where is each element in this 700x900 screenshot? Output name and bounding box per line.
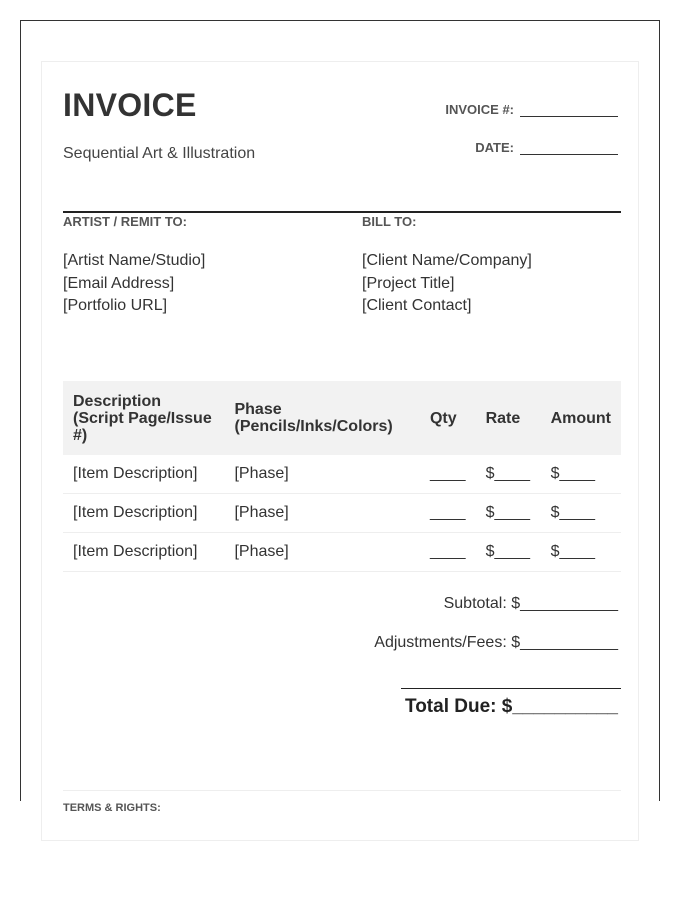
- date-field[interactable]: [475, 140, 618, 155]
- artist-name: [Artist Name/Studio]: [63, 252, 206, 269]
- subtotal-field[interactable]: Subtotal: $___________: [443, 595, 618, 612]
- client-contact: [Client Contact]: [362, 297, 472, 314]
- item-description[interactable]: [Item Description]: [63, 533, 224, 572]
- item-amount[interactable]: $____: [541, 533, 621, 572]
- invoice-number-field[interactable]: [445, 102, 618, 117]
- client-name: [Client Name/Company]: [362, 252, 532, 269]
- artist-email: [Email Address]: [63, 274, 175, 292]
- item-rate[interactable]: $____: [476, 494, 541, 533]
- item-phase[interactable]: [Phase]: [224, 494, 419, 533]
- project-title: [Project Title]: [362, 274, 455, 292]
- artist-heading: ARTIST / REMIT TO:: [63, 214, 187, 229]
- invoice-title: INVOICE: [63, 87, 197, 123]
- table-row: [63, 494, 621, 533]
- date-blank[interactable]: [520, 142, 618, 155]
- invoice-page: [41, 61, 639, 841]
- item-qty[interactable]: ____: [420, 533, 476, 572]
- header-description: Description (Script Page/Issue #): [73, 392, 212, 444]
- terms-heading: TERMS & RIGHTS:: [63, 802, 161, 814]
- terms-divider: [63, 790, 621, 791]
- line-items-table: [63, 381, 621, 572]
- table-header-row: [63, 381, 621, 455]
- item-qty[interactable]: ____: [420, 494, 476, 533]
- invoice-subtitle: Sequential Art & Illustration: [63, 145, 256, 162]
- item-amount[interactable]: $____: [541, 494, 621, 533]
- header-rate: Rate: [485, 409, 521, 427]
- item-description[interactable]: [Item Description]: [63, 494, 224, 533]
- item-phase[interactable]: [Phase]: [224, 455, 419, 494]
- adjustments-field[interactable]: Adjustments/Fees: $___________: [374, 634, 618, 651]
- bill-to-lines: [362, 250, 532, 318]
- header-amount: Amount: [550, 409, 611, 427]
- header-qty: Qty: [429, 409, 457, 427]
- invoice-number-label: INVOICE #:: [445, 102, 514, 117]
- item-phase[interactable]: [Phase]: [224, 533, 419, 572]
- table-row: [63, 455, 621, 494]
- bill-to-heading: BILL TO:: [362, 214, 417, 229]
- item-description[interactable]: [Item Description]: [63, 455, 224, 494]
- item-amount[interactable]: $____: [541, 455, 621, 494]
- item-rate[interactable]: $____: [476, 533, 541, 572]
- total-due-field[interactable]: Total Due: $__________: [405, 696, 618, 717]
- date-label: DATE:: [475, 140, 514, 155]
- header-phase: Phase (Pencils/Inks/Colors): [234, 401, 393, 435]
- total-divider: [401, 688, 621, 689]
- item-rate[interactable]: $____: [476, 455, 541, 494]
- header-divider: [63, 211, 621, 213]
- document-frame: [20, 20, 660, 814]
- artist-portfolio: [Portfolio URL]: [63, 297, 168, 314]
- table-row: [63, 533, 621, 572]
- item-qty[interactable]: ____: [420, 455, 476, 494]
- artist-lines: [63, 250, 205, 318]
- invoice-number-blank[interactable]: [520, 104, 618, 117]
